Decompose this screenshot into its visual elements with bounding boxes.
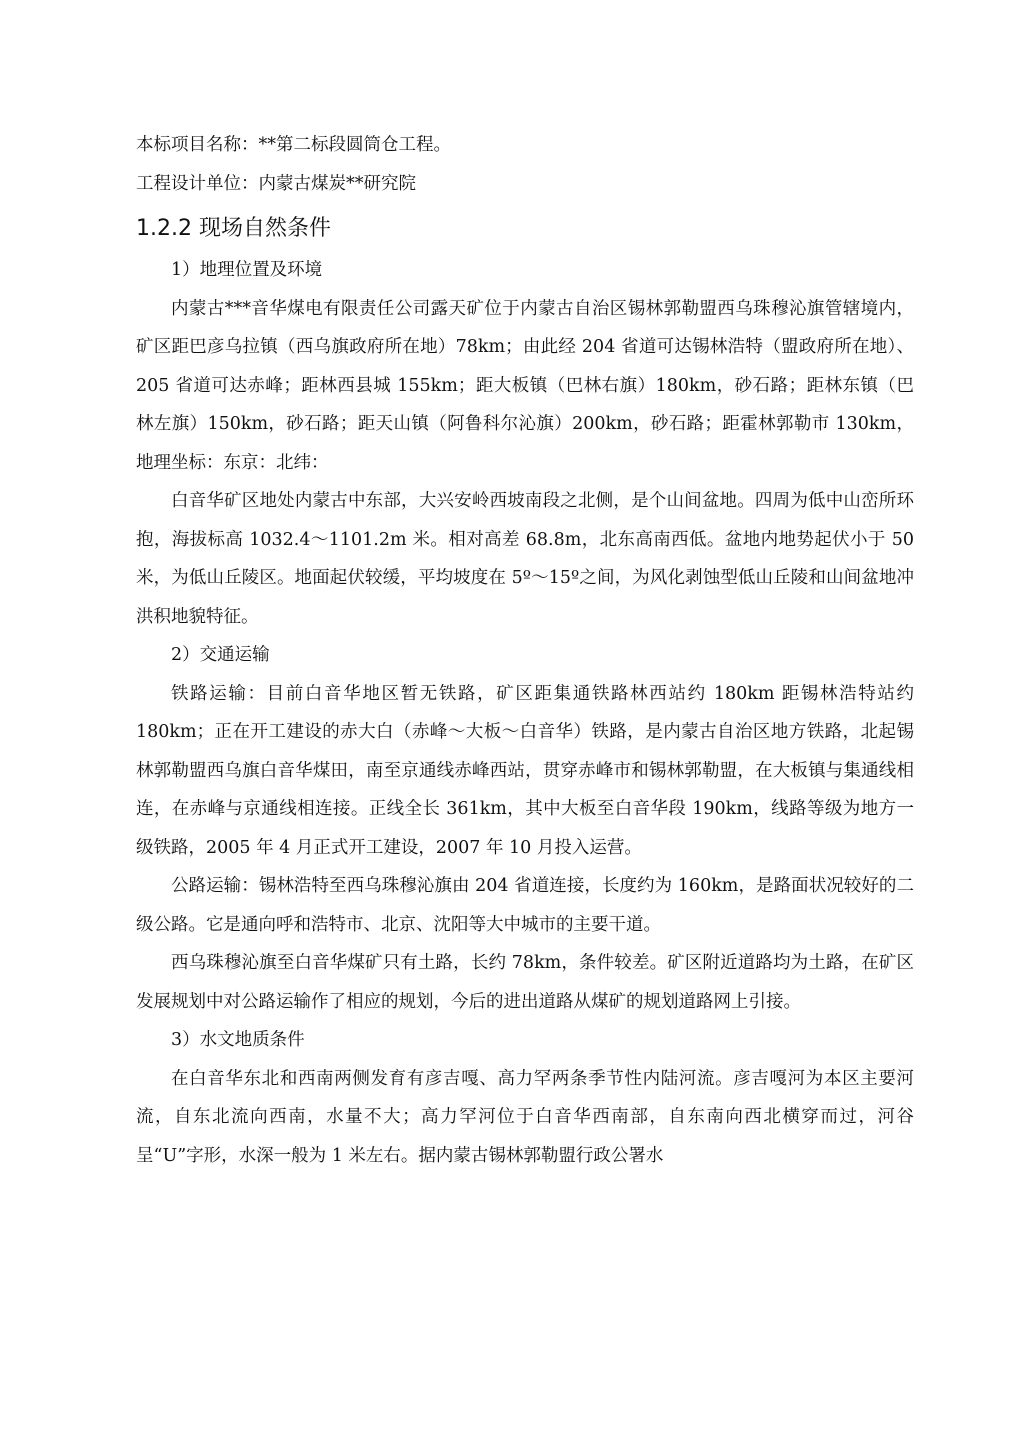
paragraph: 在白音华东北和西南两侧发育有彦吉嘎、高力罕两条季节性内陆河流。彦吉嘎河为本区主要河流，自东北流向西南，水量不大；高力罕河位于白音华西南部，自东南向西北横穿而过，河谷呈“U”字形，水深一般为 1 米左右。据内蒙古锡林郭勒盟行政公署水	[136, 1068, 914, 1166]
project-name-line: 本标项目名称：**第二标段圆筒仓工程。	[136, 135, 451, 155]
subsection-title: 2）交通运输	[171, 645, 270, 665]
subsection-title: 1）地理位置及环境	[171, 260, 323, 280]
paragraph: 西乌珠穆沁旗至白音华煤矿只有土路，长约 78km，条件较差。矿区附近道路均为土路，在矿区发展规划中对公路运输作了相应的规划，今后的进出道路从煤矿的规划道路网上引接。	[136, 953, 914, 1012]
paragraph: 白音华矿区地处内蒙古中东部，大兴安岭西坡南段之北侧，是个山间盆地。四周为低中山峦所环抱，海拔标高 1032.4～1101.2m 米。相对高差 68.8m，北东高南西低。盆地内地势起伏小于 50 米，为低山丘陵区。地面起伏较缓，平均坡度在 5º～15º之间，为风化剥蚀型低山丘陵和山间盆地冲洪积地貌特征。	[136, 491, 914, 627]
section-heading: 1.2.2 现场自然条件	[136, 216, 331, 241]
subsection-hydrogeology	[136, 1021, 914, 1175]
subsection-transport	[136, 636, 914, 1021]
paragraph: 公路运输：锡林浩特至西乌珠穆沁旗由 204 省道连接，长度约为 160km，是路面状况较好的二级公路。它是通向呼和浩特市、北京、沈阳等大中城市的主要干道。	[136, 876, 914, 935]
design-unit-line: 工程设计单位：内蒙古煤炭**研究院	[136, 173, 416, 194]
subsection-location	[136, 251, 914, 636]
document-body	[136, 126, 914, 1175]
paragraph: 内蒙古***音华煤电有限责任公司露天矿位于内蒙古自治区锡林郭勒盟西乌珠穆沁旗管辖境内，矿区距巴彦乌拉镇（西乌旗政府所在地）78km；由此经 204 省道可达锡林浩特（盟政府所在地）、205 省道可达赤峰；距林西县城 155km；距大板镇（巴林右旗）180km，砂石路；距林东镇（巴林左旗）150km，砂石路；距天山镇（阿鲁科尔沁旗）200km，砂石路；距霍林郭勒市 130km，地理坐标：东京：北纬：	[136, 298, 914, 473]
paragraph: 铁路运输：目前白音华地区暂无铁路，矿区距集通铁路林西站约 180km 距锡林浩特站约 180km；正在开工建设的赤大白（赤峰～大板～白音华）铁路，是内蒙古自治区地方铁路，北起锡林郭勒盟西乌旗白音华煤田，南至京通线赤峰西站，贯穿赤峰市和锡林郭勒盟，在大板镇与集通线相连，在赤峰与京通线相连接。正线全长 361km，其中大板至白音华段 190km，线路等级为地方一级铁路，2005 年 4 月正式开工建设，2007 年 10 月投入运营。	[136, 683, 914, 858]
subsection-title: 3）水文地质条件	[171, 1030, 305, 1050]
